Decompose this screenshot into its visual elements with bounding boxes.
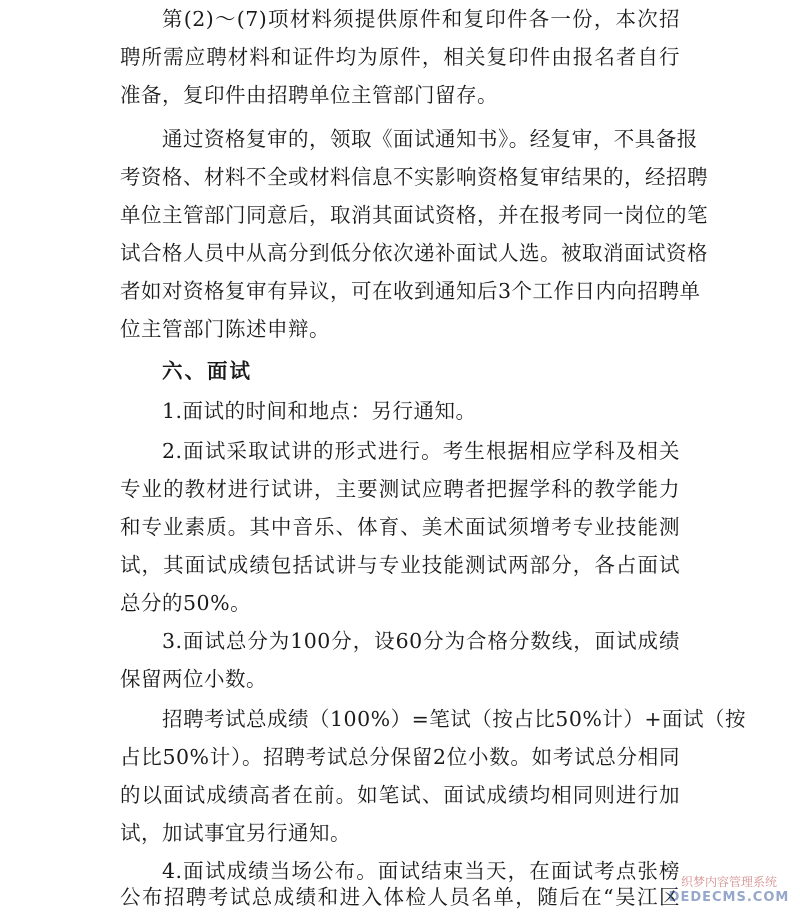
paragraph-7-line-2: 公布招聘考试总成绩和进入体检人员名单，随后在“吴江区 bbox=[120, 885, 680, 909]
paragraph-5-line-2: 保留两位小数。 bbox=[120, 667, 267, 691]
paragraph-6-line-3: 的以面试成绩高者在前。如笔试、面试成绩均相同则进行加 bbox=[120, 783, 680, 807]
paragraph-2-line-4: 试合格人员中从高分到低分依次递补面试人选。被取消面试资格 bbox=[120, 241, 708, 265]
paragraph-4-line-4: 试，其面试成绩包括试讲与专业技能测试两部分，各占面试 bbox=[120, 553, 680, 577]
paragraph-6-line-2: 占比50%计）。招聘考试总分保留2位小数。如考试总分相同 bbox=[120, 745, 680, 769]
paragraph-6-line-1: 招聘考试总成绩（100%）=笔试（按占比50%计）+面试（按 bbox=[162, 707, 747, 731]
paragraph-1-line-1: 第(2)～(7)项材料须提供原件和复印件各一份，本次招 bbox=[162, 7, 680, 31]
paragraph-1-line-2: 聘所需应聘材料和证件均为原件，相关复印件由报名者自行 bbox=[120, 45, 680, 69]
paragraph-2-line-6: 位主管部门陈述申辩。 bbox=[120, 317, 330, 341]
section-heading: 六、面试 bbox=[162, 359, 252, 383]
paragraph-4-line-5: 总分的50%。 bbox=[120, 591, 252, 615]
paragraph-2-line-2: 考资格、材料不全或材料信息不实影响资格复审结果的，经招聘 bbox=[120, 165, 708, 189]
paragraph-1-line-3: 准备，复印件由招聘单位主管部门留存。 bbox=[120, 83, 498, 107]
paragraph-3-line-1: 1.面试的时间和地点：另行通知。 bbox=[162, 399, 477, 423]
paragraph-4-line-2: 专业的教材进行试讲，主要测试应聘者把握学科的教学能力 bbox=[120, 477, 680, 501]
site-watermark-logo bbox=[664, 874, 794, 910]
paragraph-4-line-1: 2.面试采取试讲的形式进行。考生根据相应学科及相关 bbox=[162, 439, 680, 463]
watermark-title: 织梦内容管理系统 bbox=[680, 875, 777, 889]
paragraph-2-line-1: 通过资格复审的，领取《面试通知书》。经复审，不具备报 bbox=[162, 127, 698, 151]
paragraph-2-line-5: 者如对资格复审有异议，可在收到通知后3个工作日内向招聘单 bbox=[120, 279, 701, 303]
paragraph-2-line-3: 单位主管部门同意后，取消其面试资格，并在报考同一岗位的笔 bbox=[120, 203, 708, 227]
paragraph-6-line-4: 试，加试事宜另行通知。 bbox=[120, 821, 351, 845]
watermark-site: DEDECMS.COM bbox=[668, 890, 790, 905]
paragraph-4-line-3: 和专业素质。其中音乐、体育、美术面试须增考专业技能测 bbox=[120, 515, 680, 539]
paragraph-7-line-1: 4.面试成绩当场公布。面试结束当天，在面试考点张榜 bbox=[162, 859, 680, 883]
paragraph-5-line-1: 3.面试总分为100分，设60分为合格分数线，面试成绩 bbox=[162, 629, 680, 653]
